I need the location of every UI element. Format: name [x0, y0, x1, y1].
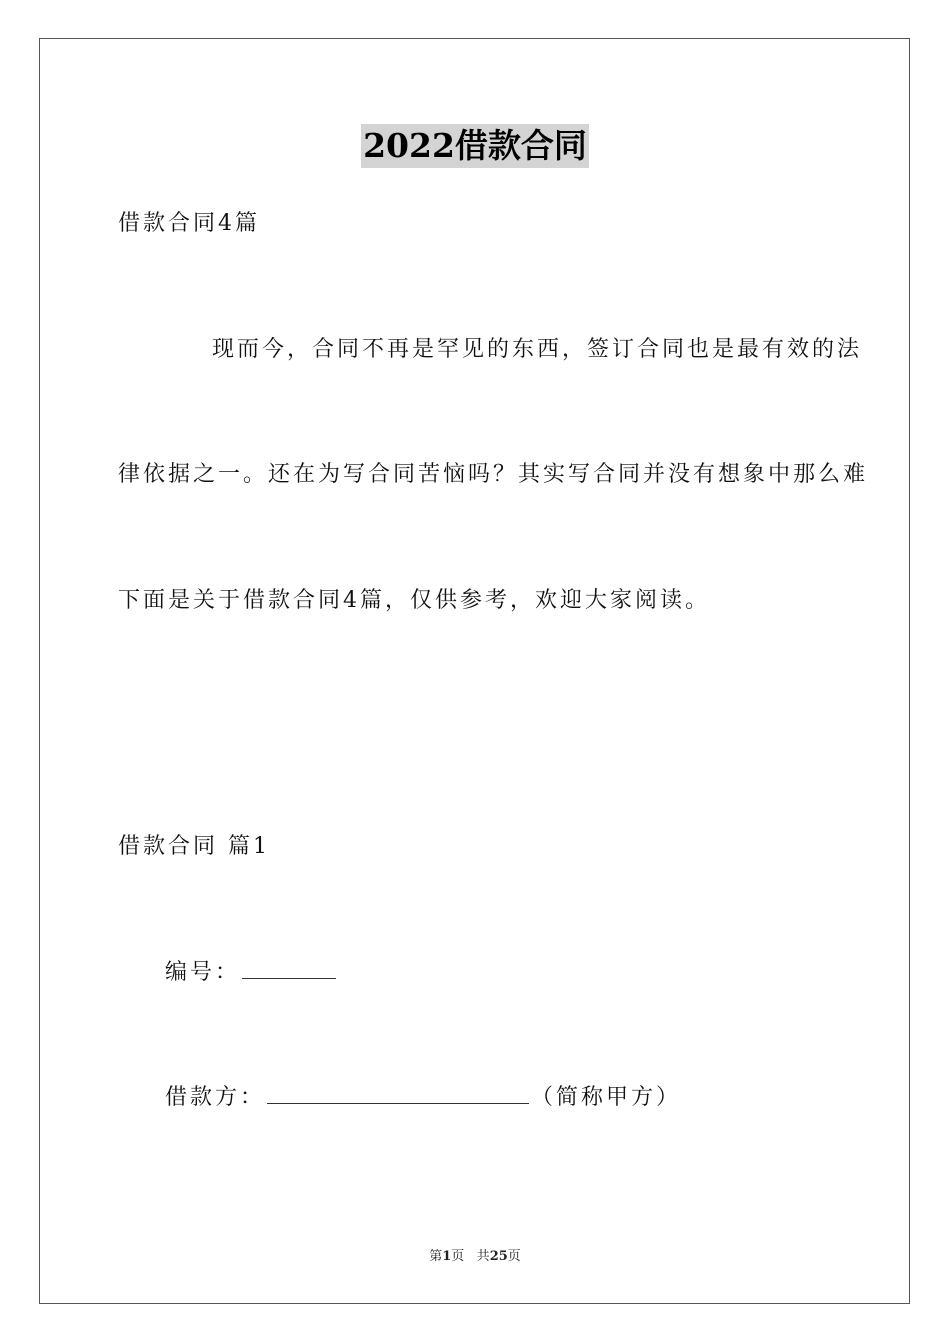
footer-current-page: 1: [442, 1249, 452, 1264]
document-title: 2022借款合同: [361, 124, 589, 168]
intro-line-3: 下面是关于借款合同4篇，仅供参考，欢迎大家阅读。: [118, 588, 710, 613]
contract-number-field: [165, 956, 338, 988]
borrower-blank: [267, 1081, 529, 1104]
intro-line-2: 律依据之一。还在为写合同苦恼吗？其实写合同并没有想象中那么难: [118, 462, 869, 487]
contract-number-blank: [242, 956, 336, 979]
footer-page-unit: 页: [451, 1249, 465, 1264]
document-subtitle: 借款合同4篇: [118, 211, 260, 236]
title-container: [0, 124, 950, 168]
footer-total-prefix: 共: [476, 1249, 490, 1264]
footer-prefix: 第: [429, 1249, 443, 1264]
page-footer: [0, 1249, 950, 1265]
contract-number-label: 编号：: [165, 960, 241, 985]
borrower-suffix: （简称甲方）: [531, 1085, 682, 1110]
borrower-field: [165, 1081, 681, 1113]
borrower-label: 借款方：: [165, 1085, 266, 1110]
section-heading: 借款合同 篇1: [118, 834, 270, 859]
intro-line-1: 现而今，合同不再是罕见的东西，签订合同也是最有效的法: [212, 337, 863, 362]
footer-total-pages: 25: [489, 1249, 508, 1264]
footer-total-unit: 页: [507, 1249, 521, 1264]
